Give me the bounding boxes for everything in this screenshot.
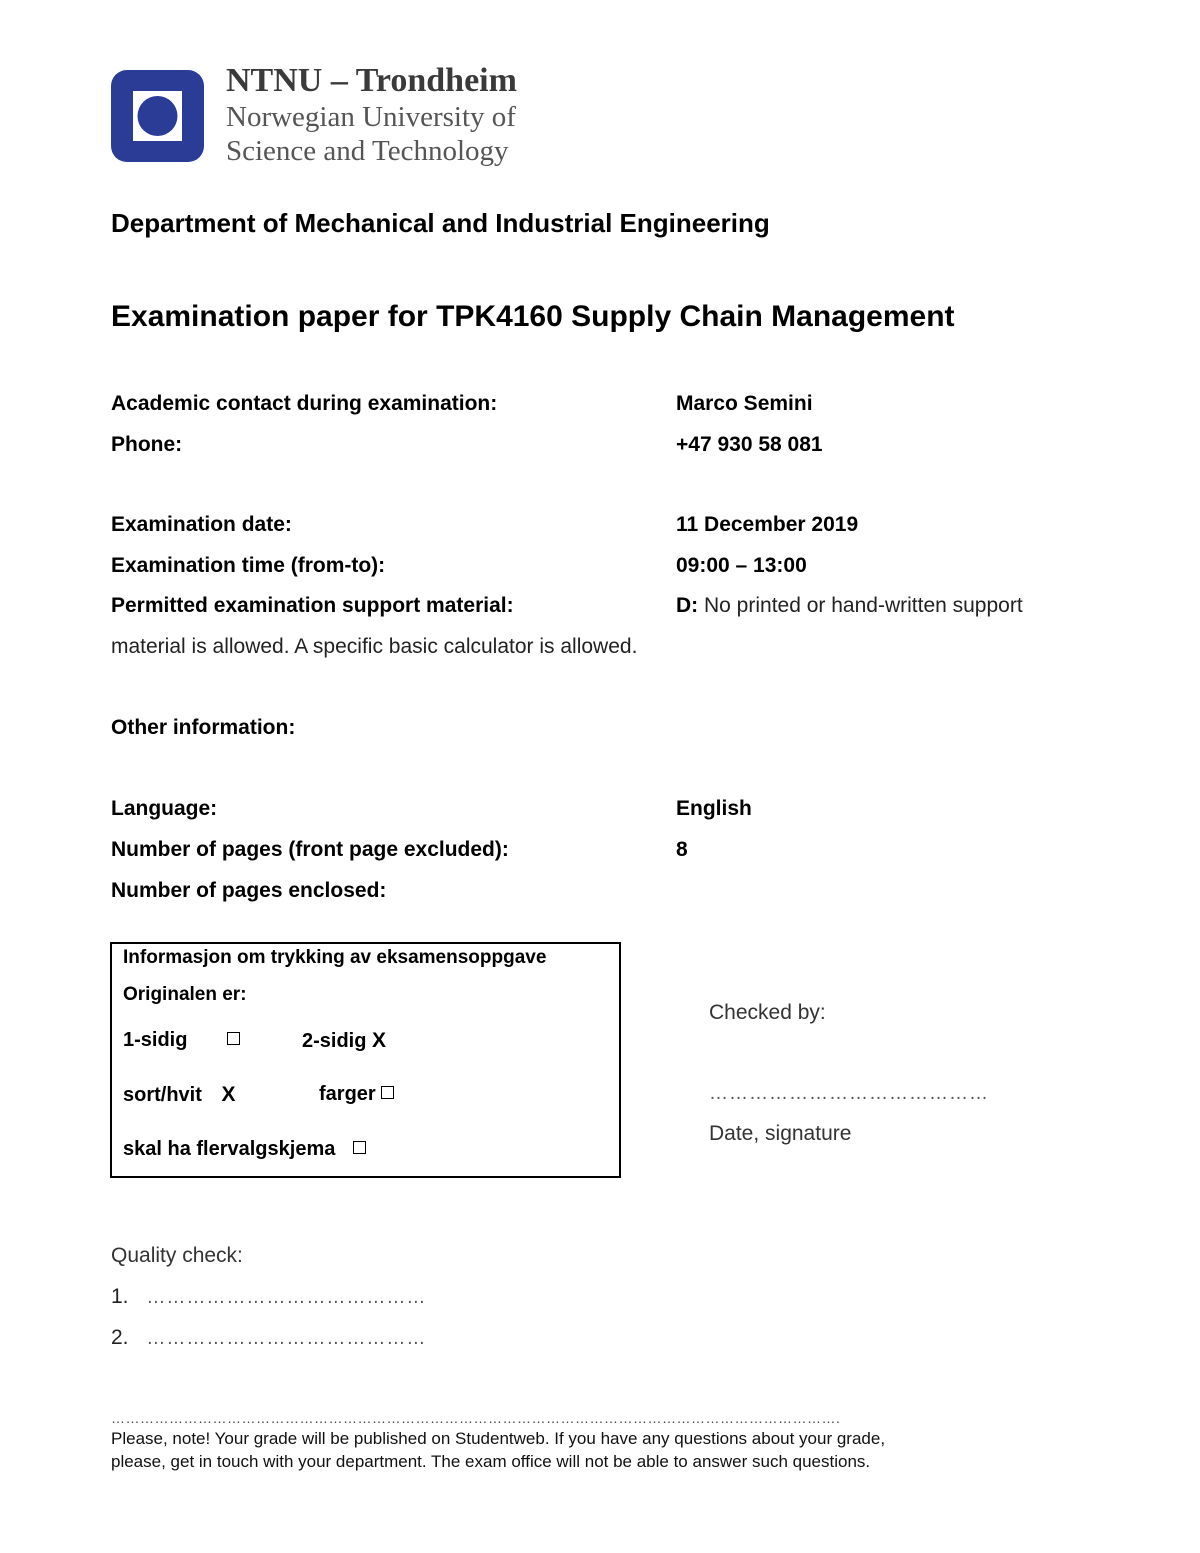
phone-label: Phone: xyxy=(111,433,183,456)
academic-contact-label: Academic contact during examination: xyxy=(111,392,498,415)
color-label: farger xyxy=(319,1083,376,1105)
language-label: Language: xyxy=(111,797,218,820)
logo-wordmark xyxy=(226,62,517,168)
other-info-label: Other information: xyxy=(111,716,296,739)
exam-time-label: Examination time (from-to): xyxy=(111,554,386,577)
color-option xyxy=(319,1083,394,1106)
checked-by-label: Checked by: xyxy=(709,1001,826,1024)
quality-check-label: Quality check: xyxy=(111,1244,243,1267)
print-info-box xyxy=(110,942,621,1178)
exam-time-value: 09:00 – 13:00 xyxy=(676,554,807,577)
pages-label: Number of pages (front page excluded): xyxy=(111,838,509,861)
mc-form-option xyxy=(123,1138,366,1161)
footer-separator: ……………………………………………………………………………………………………………………………………. xyxy=(111,1410,841,1426)
bw-mark[interactable]: X xyxy=(221,1083,236,1106)
exam-title: Examination paper for TPK4160 Supply Chain Management xyxy=(111,300,955,333)
language-value: English xyxy=(676,797,752,820)
academic-contact-value: Marco Semini xyxy=(676,392,813,415)
original-label: Originalen er: xyxy=(123,984,247,1005)
date-signature-label: Date, signature xyxy=(709,1122,852,1145)
footer-note-line2: please, get in touch with your department. The exam office will not be able to answer such questions. xyxy=(111,1452,871,1471)
two-sided-label: 2-sidig xyxy=(302,1030,367,1052)
bw-option xyxy=(123,1083,235,1107)
two-sided-mark[interactable]: X xyxy=(372,1029,387,1052)
logo-line-ntnu: NTNU – Trondheim xyxy=(226,62,517,99)
mc-form-label: skal ha flervalgskjema xyxy=(123,1138,336,1160)
quality-item-dots: …………………………………… xyxy=(146,1287,427,1308)
one-sided-checkbox[interactable] xyxy=(227,1032,240,1045)
quality-item-number: 2. xyxy=(111,1326,129,1349)
exam-date-value: 11 December 2019 xyxy=(676,513,859,536)
exam-date-label: Examination date: xyxy=(111,513,292,536)
phone-value: +47 930 58 081 xyxy=(676,433,823,456)
color-checkbox[interactable] xyxy=(381,1086,394,1099)
quality-item-number: 1. xyxy=(111,1285,129,1308)
footer-note-line1: Please, note! Your grade will be published on Studentweb. If you have any questions about your grade, xyxy=(111,1429,886,1448)
pages-enclosed-label: Number of pages enclosed: xyxy=(111,879,387,902)
one-sided-option xyxy=(123,1029,240,1052)
support-text: No printed or hand-written support xyxy=(698,594,1023,617)
pages-value: 8 xyxy=(676,838,688,861)
support-code: D: xyxy=(676,594,699,617)
two-sided-option xyxy=(302,1029,386,1053)
support-material-label: Permitted examination support material: xyxy=(111,594,514,617)
support-material-value xyxy=(676,594,1023,618)
quality-item xyxy=(111,1326,426,1350)
department-heading: Department of Mechanical and Industrial Engineering xyxy=(111,208,770,238)
logo-line-university: Norwegian University of xyxy=(226,101,516,133)
support-material-continued: material is allowed. A specific basic calculator is allowed. xyxy=(111,635,638,658)
quality-item-dots: …………………………………… xyxy=(146,1328,427,1349)
mc-form-checkbox[interactable] xyxy=(353,1141,366,1154)
logo-line-science: Science and Technology xyxy=(226,135,509,167)
quality-item xyxy=(111,1285,426,1309)
print-info-heading: Informasjon om trykking av eksamensoppgave xyxy=(123,947,547,968)
ntnu-logo-icon xyxy=(111,70,204,162)
one-sided-label: 1-sidig xyxy=(123,1029,188,1051)
checked-by-dots: …………………………………… xyxy=(709,1083,989,1104)
bw-label: sort/hvit xyxy=(123,1084,202,1106)
